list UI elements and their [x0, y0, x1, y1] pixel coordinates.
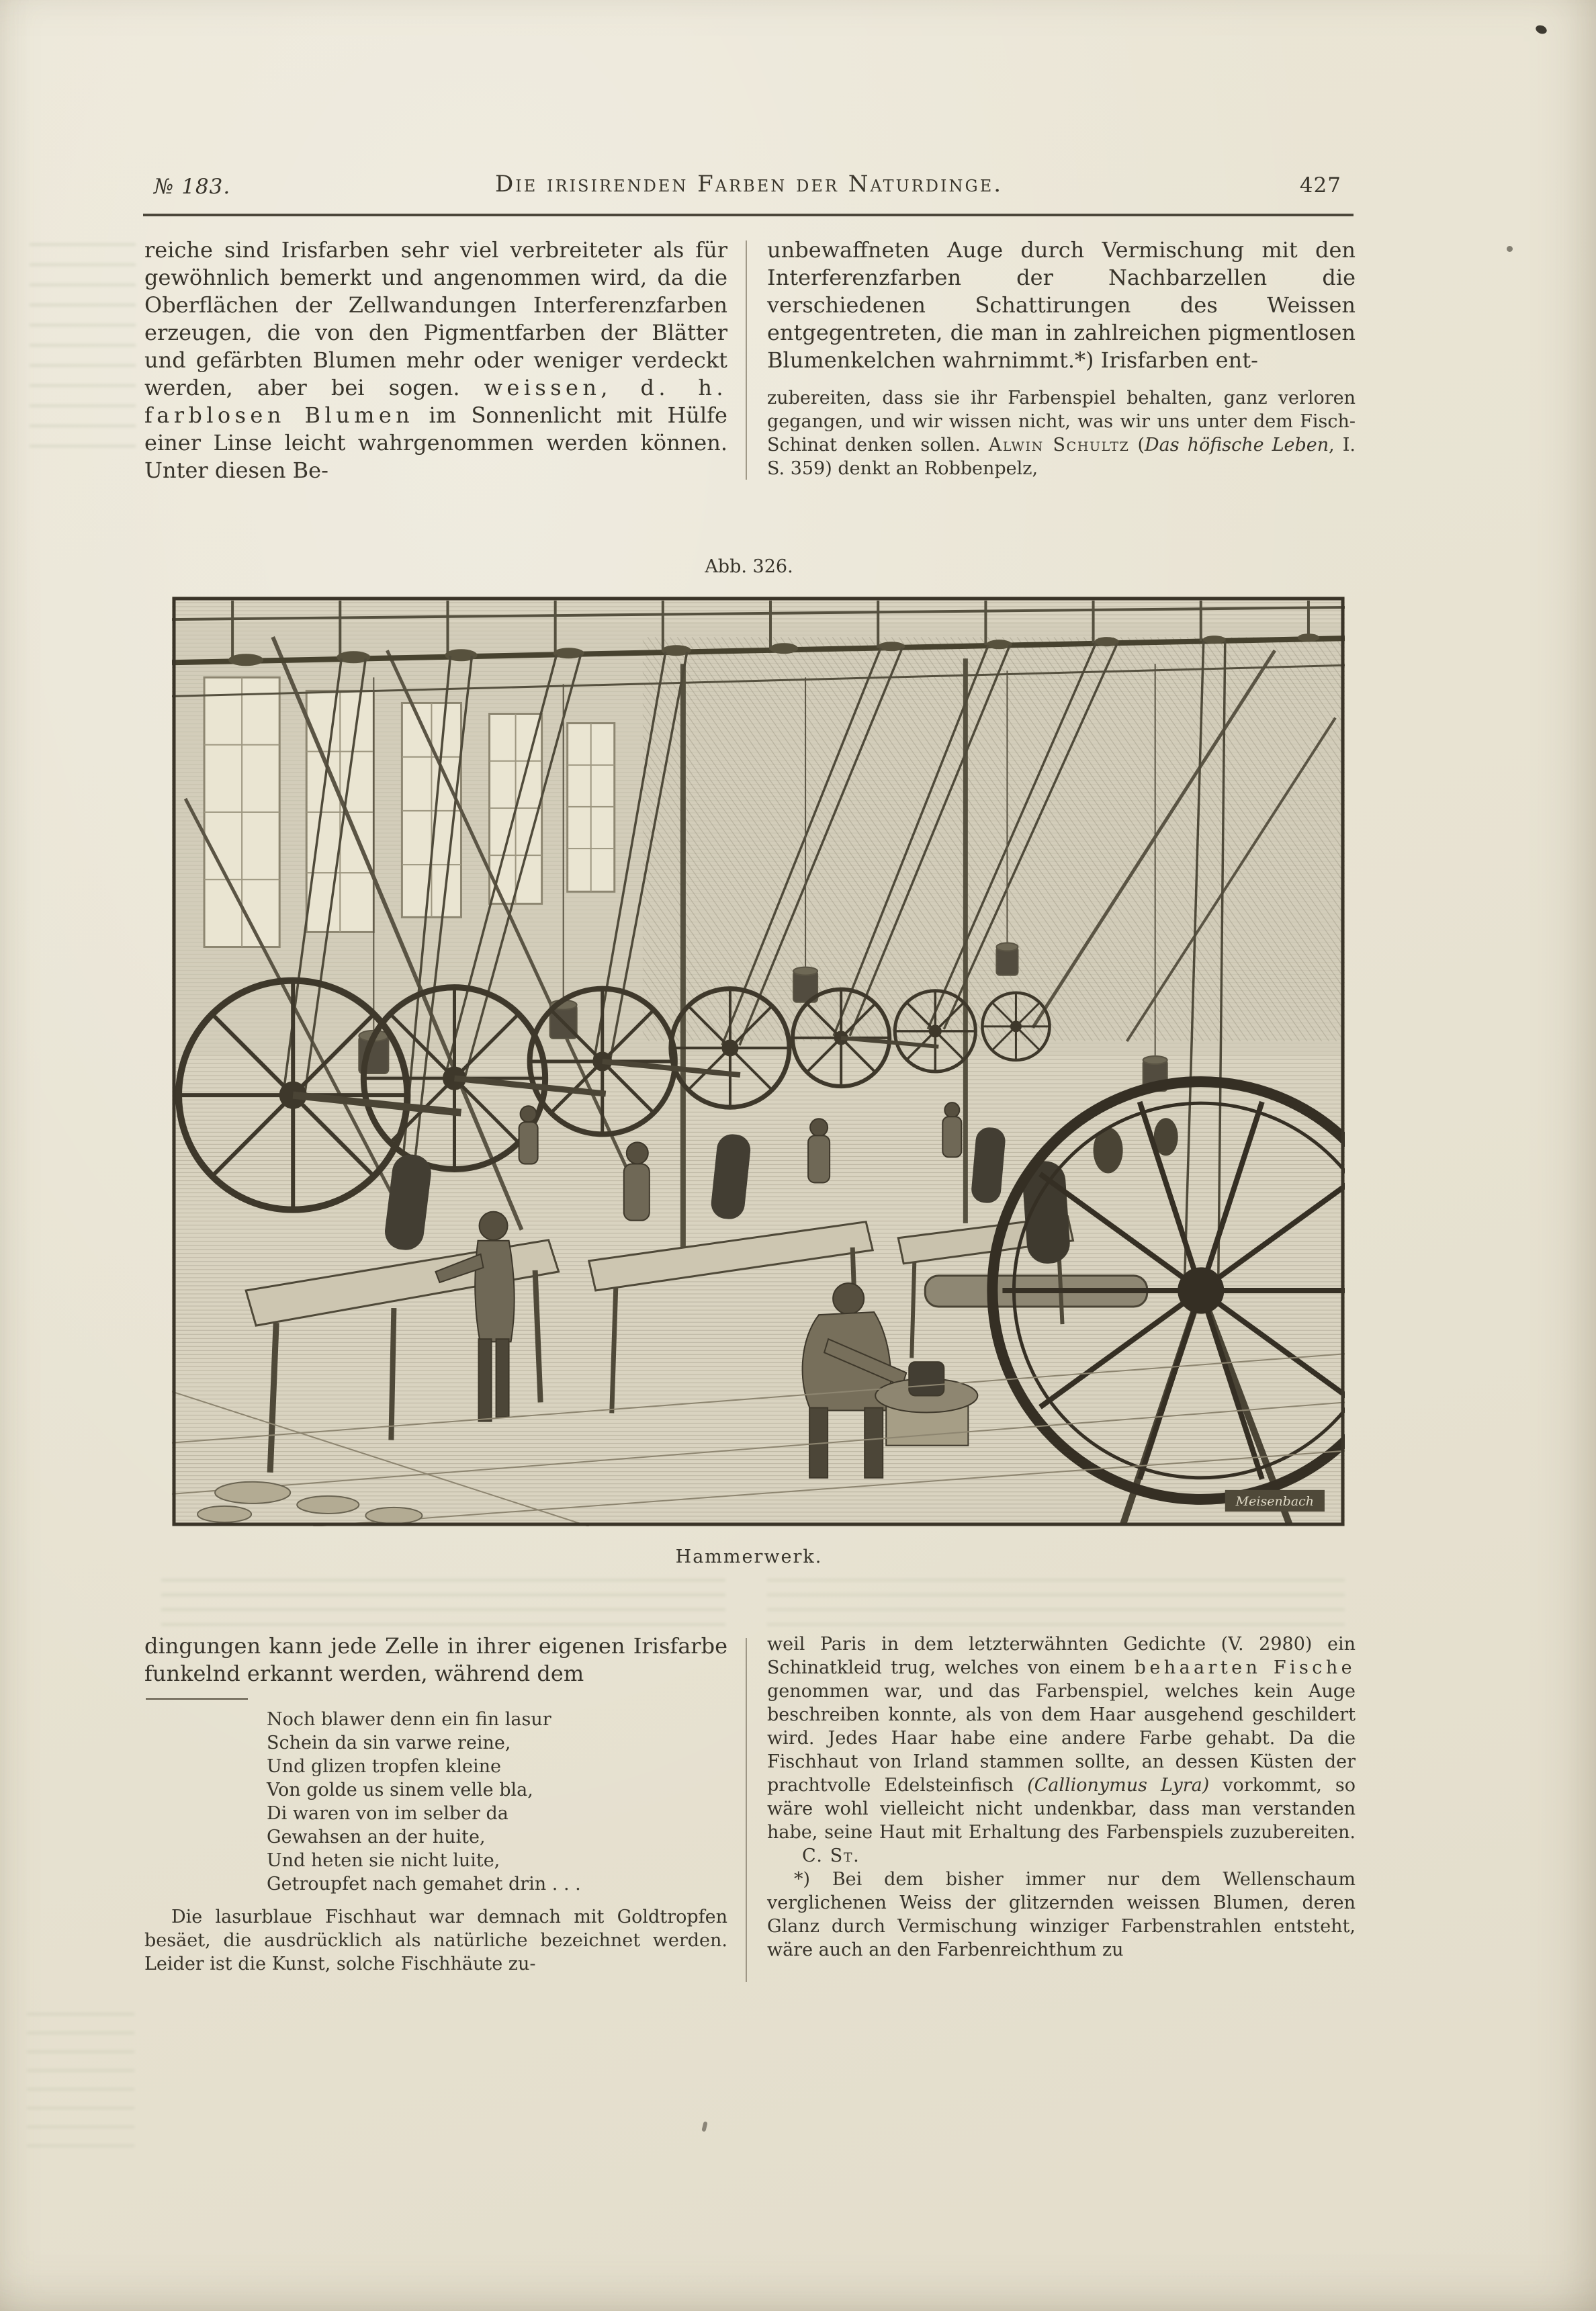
scan-speck [701, 2121, 707, 2132]
bottom-left-column [144, 1632, 727, 1976]
engraver-signature-text: Meisenbach [1235, 1493, 1315, 1509]
worker-back [519, 1106, 538, 1164]
poem-line: Di waren von im selber da [267, 1803, 508, 1824]
text-run: weil Paris in dem letzterwähnten Gedichte (V. 2980) ein Schinatkleid trug, welches von einem [767, 1634, 1356, 1678]
scan-speck [1534, 24, 1548, 35]
top-right-column [767, 236, 1356, 480]
bleedthrough-ghost-text [767, 1577, 1345, 1626]
footnote-continuation [767, 386, 1356, 480]
engraver-signature [1225, 1490, 1325, 1512]
hammerwerk-engraving [172, 597, 1345, 1526]
column-divider [746, 1638, 747, 1982]
page-title: Die irisirenden Farben der Naturdinge. [494, 171, 1004, 198]
text-run: , I. S. 359) denkt an Robbenpelz, [767, 435, 1356, 479]
text-run: im Sonnenlicht mit Hülfe einer Linse leicht wahrgenommen werden können. Unter diesen Be- [144, 402, 727, 483]
header-rule [143, 214, 1354, 216]
text-run: genommen war, und das Farbenspiel, welches kein Auge beschreiben konnte, als von dem Haar ausgehend geschildert wird. Jedes Haar habe eine andere Farbe gehabt. Da die Fischhaut von Irland stammen sollte, an dessen Küsten der prachtvolle Edelsteinfisch [767, 1681, 1356, 1796]
bleedthrough-ghost-text [30, 239, 136, 447]
page-header [144, 169, 1354, 204]
figure-hammerwerk [172, 597, 1345, 1526]
poem-line: Und glizen tropfen kleine [267, 1756, 501, 1777]
column-divider [746, 241, 747, 480]
author-name: Alwin Schultz [988, 435, 1130, 455]
poem-line: Getroupfet nach gemahet drin . . . [267, 1874, 581, 1894]
footnote: *) Bei dem bisher immer nur dem Wellenschaum verglichenen Weiss der glitzernden weissen Blumen, deren Glanz durch Vermischung winziger Farbenstrahlen entsteht, wäre auch an den Farbenreichthum zu [767, 1869, 1356, 1960]
top-left-column [144, 236, 727, 484]
worker-mid [808, 1119, 830, 1182]
book-title: Das höfische Leben [1145, 435, 1329, 455]
body-paragraph [144, 236, 727, 484]
text-run: ( [1129, 435, 1145, 455]
text-run: vorkommt, so wäre wohl vielleicht nicht undenkbar, dass man verstanden habe, seine Haut mit Erhaltung des Farbenspiels zuzubereiten. [767, 1775, 1356, 1843]
worker-mid [942, 1102, 961, 1157]
emphasized-text: weissen, d. h. farblosen Blumen [144, 375, 727, 428]
figure-caption-bottom: Hammerwerk. [675, 1546, 823, 1567]
body-paragraph: Die lasurblaue Fischhaut war demnach mit Goldtropfen besäet, die ausdrücklich als natürliche bezeichnet werden. Leider ist die Kunst, solche Fischhäute zu- [144, 1907, 727, 1974]
poem-line: Schein da sin varwe reine, [267, 1733, 511, 1753]
text-run: reiche sind Irisfarben sehr viel verbreiteter als für gewöhnlich bemerkt und angenommen wird, da die Oberflächen der Zellwandungen Interferenzfarben erzeugen, die von den Pigmentfarben der Blätter und gefärbten Blumen mehr oder weniger verdeckt werden, aber bei sogen. [144, 237, 727, 400]
scan-speck [1507, 246, 1513, 252]
poem-line: Gewahsen an der huite, [267, 1827, 486, 1847]
figure-caption-top: Abb. 326. [705, 556, 793, 577]
bottom-right-column [767, 1632, 1356, 1962]
bleedthrough-ghost-text [27, 2006, 134, 2147]
body-paragraph: unbewaffneten Auge durch Vermischung mit den Interferenzfarben der Nachbarzellen die verschiedenen Schattirungen des Weissen entgegentreten, die man in zahlreichen pigmentlosen Blumenkelchen wahrnimmt.*) Irisfarben ent- [767, 237, 1356, 373]
poem [267, 1708, 727, 1896]
text-run: zubereiten, dass sie ihr Farbenspiel behalten, ganz verloren gegangen, und wir wissen nicht, was wir uns unter dem Fisch-Schinat denken sollen. [767, 388, 1356, 455]
issue-number: № 183. [154, 175, 231, 199]
species-name: (Callionymus Lyra) [1027, 1775, 1210, 1796]
poem-line: Und heten sie nicht luite, [267, 1850, 500, 1871]
separator-rule [146, 1698, 248, 1700]
poem-line: Noch blawer denn ein fin lasur [267, 1709, 551, 1730]
emphasized-text: behaarten Fische [1134, 1657, 1356, 1678]
worker-mid [624, 1142, 650, 1220]
bleedthrough-ghost-text [161, 1577, 725, 1626]
author-initials: C. St. [802, 1845, 860, 1866]
footnote-paragraph [767, 1632, 1356, 1868]
poem-line: Von golde us sinem velle bla, [267, 1780, 533, 1800]
page-number: 427 [1299, 173, 1341, 198]
body-paragraph: dingungen kann jede Zelle in ihrer eigenen Irisfarbe funkelnd erkannt werden, während dem [144, 1633, 727, 1686]
